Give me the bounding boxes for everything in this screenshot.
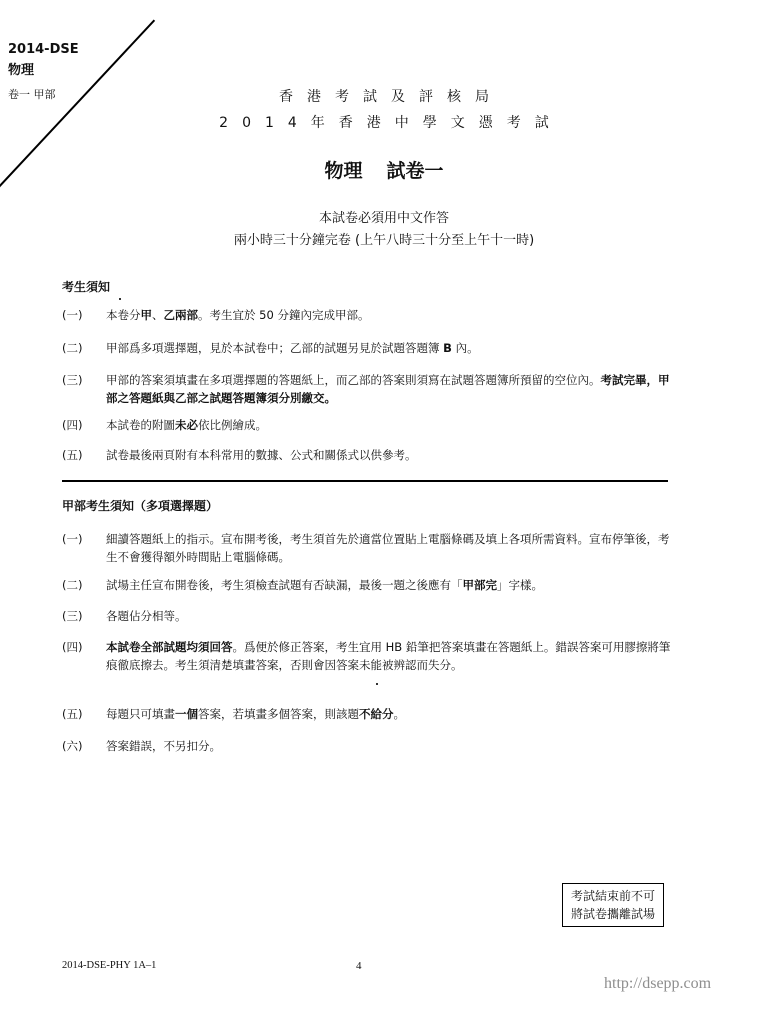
text-run: 甲部的答案須填畫在多項選擇題的答題紙上，而乙部的答案則須寫在試題答題簿所預留的空位內。: [106, 373, 601, 387]
do-not-remove-notice: [562, 883, 664, 927]
paper-title-paper: 試卷一: [386, 160, 444, 182]
item-number: (五): [62, 707, 83, 721]
text-run: 」字樣。: [497, 578, 543, 592]
item-number: (二): [62, 341, 83, 355]
item-text: [106, 416, 674, 434]
text-run: 依比例繪成。: [198, 418, 267, 432]
item-text: [106, 530, 674, 566]
section-divider: [62, 480, 668, 482]
part-a-item-6: [62, 737, 674, 755]
emphasized-text: B: [443, 341, 452, 355]
exam-name: 2014年香港中學文憑考試: [219, 115, 563, 131]
item-number: (一): [62, 308, 83, 322]
item-text: [106, 607, 674, 625]
text-run: 答案，若填畫多個答案，則該題: [198, 707, 359, 721]
item-text: [106, 576, 674, 594]
part-a-item-1: [62, 530, 674, 566]
general-instructions-heading: 考生須知: [62, 280, 111, 294]
item-number: (四): [62, 418, 83, 432]
corner-exam-code: 2014-DSE: [8, 42, 79, 57]
text-run: 細讀答題紙上的指示。宣布開考後，考生須首先於適當位置貼上電腦條碼及填上各項所需資料。宣布停筆後，考生不會獲得額外時間貼上電腦條碼。: [106, 532, 670, 564]
emphasized-text: 甲: [140, 308, 152, 322]
item-number: (三): [62, 609, 83, 623]
emphasized-text: 本試卷全部試題均須回答: [106, 640, 233, 654]
part-a-item-2: [62, 576, 674, 594]
paper-title-subject: 物理: [324, 160, 363, 182]
general-item-1: [62, 306, 674, 324]
speck-mark: [119, 298, 121, 300]
general-item-3: [62, 371, 674, 407]
item-text: [106, 737, 674, 755]
part-a-item-3: [62, 607, 674, 625]
time-allowed: 兩小時三十分鐘完卷 (上午八時三十分至上午十一時): [233, 233, 535, 248]
general-item-4: [62, 416, 674, 434]
general-item-5: [62, 446, 674, 464]
page-number: 4: [356, 960, 362, 972]
corner-subject: 物理: [8, 63, 35, 78]
item-number: (三): [62, 373, 83, 387]
item-text: [106, 705, 674, 723]
item-number: (五): [62, 448, 83, 462]
emphasized-text: 考試完畢，甲部之答題紙與乙部之試題答題簿須分別繳交。: [106, 373, 670, 405]
text-run: 試卷最後兩頁附有本科常用的數據、公式和關係式以供參考。: [106, 448, 417, 462]
emphasized-text: 不給分: [359, 707, 394, 721]
watermark-url: http://dsepp.com: [604, 975, 712, 992]
item-number: (二): [62, 578, 83, 592]
text-run: 試場主任宣布開卷後，考生須檢查試題有否缺漏，最後一題之後應有「: [106, 578, 463, 592]
item-text: [106, 446, 674, 464]
notice-line-2: 將試卷攜離試場: [570, 907, 655, 921]
item-text: [106, 638, 674, 674]
item-number: (一): [62, 532, 83, 546]
emphasized-text: 甲部完: [462, 578, 497, 592]
text-run: 本試卷的附圖: [106, 418, 175, 432]
item-number: (四): [62, 640, 83, 654]
text-run: 答案錯誤，不另扣分。: [106, 739, 221, 753]
footer-paper-code: 2014-DSE-PHY 1A–1: [62, 960, 157, 971]
paper-title: [0, 156, 768, 183]
item-text: [106, 371, 674, 407]
item-text: [106, 339, 674, 357]
text-run: 、: [152, 308, 164, 322]
corner-paper-part: 卷一 甲部: [8, 88, 56, 101]
part-a-item-4: [62, 638, 674, 674]
text-run: 內。: [451, 341, 479, 355]
emphasized-text: 乙兩部: [163, 308, 198, 322]
item-text: [106, 306, 674, 324]
general-item-2: [62, 339, 674, 357]
text-run: 。: [393, 707, 405, 721]
emphasized-text: 未必: [175, 418, 198, 432]
part-a-instructions-heading: 甲部考生須知（多項選擇題）: [62, 499, 219, 513]
emphasized-text: 一個: [175, 707, 198, 721]
language-instruction: 本試卷必須用中文作答: [318, 211, 449, 226]
text-run: 。考生宜於 50 分鐘內完成甲部。: [198, 308, 370, 322]
text-run: 甲部爲多項選擇題，見於本試卷中；乙部的試題另見於試題答題簿: [106, 341, 444, 355]
speck-mark: [376, 683, 378, 685]
text-run: 每題只可填畫: [106, 707, 175, 721]
part-a-item-5: [62, 705, 674, 723]
text-run: 各題佔分相等。: [106, 609, 187, 623]
notice-line-1: 考試結束前不可: [570, 889, 655, 903]
authority-name: 香港考試及評核局: [279, 89, 503, 105]
text-run: 本卷分: [106, 308, 141, 322]
item-number: (六): [62, 739, 83, 753]
text-run: 。爲便於修正答案，考生宜用 HB 鉛筆把答案填畫在答題紙上。錯誤答案可用膠擦將筆痕徹底擦去。考生須清楚填畫答案，否則會因答案未能被辨認而失分。: [106, 640, 671, 672]
